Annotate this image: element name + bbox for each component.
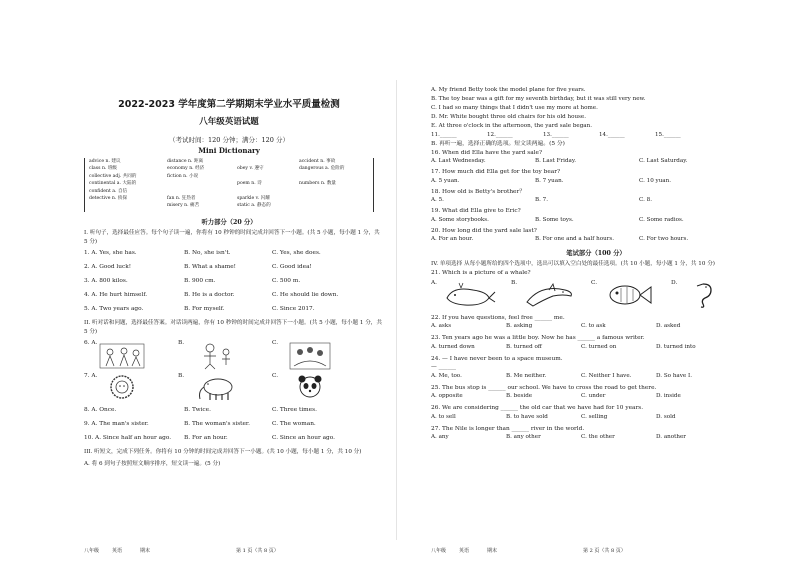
answer-option: D. So have I. [656, 372, 692, 379]
question-stem: 20. How long did the yard sale last? [431, 227, 537, 234]
question-row [84, 263, 384, 272]
part2-instructions: II. 听对话和问题，选择最佳答案。对话读两遍，你有 10 秒钟的时间完成并回答下一小题。(共 5 小题，每小题 1 分，共 5 分) [84, 319, 382, 335]
exam-title: 2022-2023 学年度第二学期期末学业水平质量检测 [118, 99, 340, 110]
written-header: 笔试部分（100 分） [566, 250, 626, 257]
question-stem: 19. What did Ella give to Eric? [431, 208, 521, 214]
fish-icon [603, 282, 657, 308]
answer-option: C. the other [581, 434, 615, 440]
listening-header: 听力部分（20 分） [201, 218, 257, 226]
answer-option: C. Yes, she does. [272, 249, 321, 256]
crowd-illustration [286, 340, 334, 370]
dictionary-entry: numbers n. 数量 [299, 181, 337, 187]
question-row [84, 420, 384, 429]
answer-option: D. another [656, 434, 686, 440]
multiple-choice-questions [431, 314, 784, 442]
part1-questions [84, 249, 387, 314]
question-stem: 17. How much did Ella get for the toy bear? [431, 169, 561, 175]
answer-option: B. He is a doctor. [184, 291, 235, 298]
statement-line: A. My friend Betty took the model plane for five years. [431, 87, 586, 93]
dictionary-entry [167, 188, 237, 195]
answer-option: C. 500 m. [272, 277, 301, 284]
part2-questions [84, 406, 387, 443]
answer-option: B. 900 cm. [184, 277, 216, 284]
dictionary-entry: class n. 班级 [89, 166, 118, 172]
part3-instructions: III. 听短文，完成下列任务。你将有 10 分钟的时间完成并回答下一小题。(共 10 小题，每小题 1 分，共 10 分) [84, 448, 362, 455]
answer-option: C. selling [581, 413, 608, 420]
answer-option: A. For an hour. [431, 236, 474, 242]
question-stem: 22. If you have questions, feel free ______ me. [431, 314, 565, 321]
exam-time-info: （考试时间：120 分钟；满分：120 分） [169, 136, 289, 144]
answer-blank: 11.______ [431, 132, 457, 138]
question-options [431, 372, 761, 380]
dictionary-entry: fiction n. 小说 [167, 173, 199, 179]
answer-option: B. Last Friday. [535, 158, 577, 164]
answer-option: C. For two hours. [639, 236, 689, 242]
question-row [84, 291, 384, 300]
part1-instructions: I. 听句子，选择最佳应答。每个句子读一遍，你将有 10 秒钟的时间完成并回答下一小题。(共 5 小题，每小题 1 分，共 5 分) [84, 229, 380, 245]
answer-option: C. under [581, 393, 606, 399]
question-row [84, 249, 384, 258]
q21-option-d: D. [671, 280, 751, 310]
question-stem: 24. — I have never been to a space museum. — ______ [431, 355, 563, 370]
dictionary-entry [299, 202, 369, 209]
answer-option: B. to have sold [506, 413, 548, 420]
answer-option: C. Since 2017. [272, 305, 315, 312]
answer-option: C. He should lie down. [272, 291, 339, 298]
q6-option-c: C. [272, 340, 366, 370]
q21-stem: 21. Which is a picture of a whale? [431, 270, 531, 276]
q21-option-a: A. [431, 280, 511, 310]
people-illustration [192, 340, 240, 370]
dictionary-entry: obey v. 遵守 [237, 166, 264, 172]
part4-instructions: IV. 单项选择 从每小题所给的四个选项中，选出可以填入空白处的最佳选项。(共 10 小题，每小题 1 分，共 10 分) [431, 261, 715, 267]
question-options [431, 433, 761, 441]
question-row [84, 305, 384, 314]
answer-option: B. any other [506, 434, 541, 440]
answer-option: B. Some toys. [535, 216, 574, 223]
answer-option: A. Some storybooks. [431, 216, 489, 223]
part3-task: A. 将 6 到句子按照短文顺序排序，短文读一遍。(5 分) [84, 460, 221, 467]
question-options [431, 235, 761, 243]
answer-option: 3. A. 800 kilos. [84, 277, 128, 284]
q7-option-a: 7. A. [84, 373, 178, 403]
answer-option: A. Last Wednesday. [431, 158, 486, 164]
lion-icon [98, 373, 146, 403]
answer-option: 9. A. The man's sister. [84, 420, 149, 427]
answer-option: C. Good idea! [272, 263, 312, 270]
panda-icon [286, 373, 334, 403]
question-stem: 18. How old is Betty's brother？ [431, 188, 526, 195]
answer-blank: 15.______ [655, 132, 681, 138]
answer-option: A. 5. [431, 197, 444, 203]
answer-option: C. Three times. [272, 406, 317, 413]
q7-pictures [84, 373, 387, 403]
elephant-icon [192, 373, 240, 403]
answer-option: A. to sell [431, 413, 456, 420]
answer-option: C. Some radios. [639, 216, 684, 223]
children-playing-illustration [98, 340, 146, 370]
question-options [431, 157, 761, 165]
question-options [431, 196, 761, 204]
answer-option: C. Neither I have. [581, 372, 632, 379]
dolphin-icon [523, 282, 577, 308]
dictionary-entry [299, 173, 369, 180]
dictionary-entry: economy n. 经济 [167, 166, 205, 172]
statement-line: D. Mr. White bought three old chairs for his old house. [431, 114, 587, 120]
answer-option: C. to ask [581, 323, 606, 329]
answer-option: 2. A. Good luck! [84, 263, 132, 270]
dictionary-entry: confident a. 自信 [89, 188, 128, 194]
question-row [84, 277, 384, 286]
answer-option: B. beside [506, 393, 533, 399]
dictionary-entry: collective adj. 共同的 [89, 173, 137, 179]
answer-option: D. asked [656, 323, 681, 329]
question-options [431, 413, 761, 421]
whale-icon [443, 282, 497, 308]
dictionary-entry: advice n. 建议 [89, 159, 121, 164]
dictionary-entry [237, 158, 299, 165]
part-b-instructions: B. 再听一遍，选择正确的选项。短文读两遍。(5 分) [431, 141, 565, 147]
answer-option: B. The woman's sister. [184, 420, 250, 427]
dictionary-entry [167, 180, 237, 187]
question-stem: 23. Ten years ago he was a little boy. Now he has ______ a famous writer. [431, 335, 645, 341]
answer-option: B. For an hour. [184, 434, 228, 441]
question-row [84, 434, 384, 443]
statement-line: B. The toy bear was a gift for my seventh birthday, but it was still very new. [431, 96, 646, 102]
exam-subtitle: 八年级英语试题 [199, 117, 259, 127]
question-stem: 27. The Nile is longer than ______ river in the world. [431, 425, 585, 432]
right-footer: 八年级 英语 期末 第 2 页（共 8 页） [431, 548, 626, 554]
answer-option: B. For one and a half hours. [535, 236, 615, 242]
answer-option: A. Me, too. [431, 372, 462, 379]
dictionary-entry: poem n. 诗 [237, 181, 262, 187]
answer-option: C. Since an hour ago. [272, 434, 335, 441]
answer-option: D. sold [656, 413, 676, 420]
answer-option: C. 10 yuan. [639, 177, 672, 184]
q21-option-c: C. [591, 280, 671, 310]
answer-option: C. turned on [581, 343, 617, 350]
question-row [84, 406, 384, 415]
mini-dictionary [84, 158, 374, 212]
statement-line: E. At three o'clock in the afternoon, the yard sale began. [431, 123, 593, 129]
ordering-statements [431, 86, 784, 131]
dictionary-entry: distance n. 距离 [167, 159, 204, 164]
answer-option: C. Last Saturday. [639, 158, 688, 164]
answer-option: 4. A. He hurt himself. [84, 291, 148, 298]
dictionary-entry: dangerous a. 危险的 [299, 166, 345, 172]
dictionary-entry [237, 188, 299, 195]
dictionary-entry: static a. 静态的 [237, 203, 271, 209]
answer-option: B. turned off [506, 343, 542, 350]
answer-blank: 14.______ [599, 132, 625, 138]
dictionary-entry: misery n. 痛苦 [167, 203, 200, 209]
dictionary-entry: accident n. 事故 [299, 159, 336, 164]
question-stem: 25. The bus stop is ______ our school. We have to cross the road to get there. [431, 384, 657, 391]
question-options [431, 343, 761, 351]
answer-option: B. asking [506, 323, 533, 329]
answer-option: B. 7 yuan. [535, 177, 564, 184]
answer-option: B. Twice. [184, 406, 211, 413]
answer-option: D. inside [656, 393, 681, 399]
q21-option-b: B. [511, 280, 591, 310]
answer-option: B. No, she isn't. [184, 249, 231, 256]
answer-option: B. What a shame! [184, 263, 236, 270]
answer-option: D. turned into [656, 343, 696, 350]
ordering-blanks [431, 131, 761, 140]
answer-option: A. 5 yuan. [431, 177, 460, 184]
dictionary-entry [89, 202, 167, 209]
question-options [431, 216, 761, 224]
answer-option: C. 8. [639, 197, 652, 203]
right-page [397, 0, 794, 562]
question-stem: 16. When did Ella have the yard sale? [431, 149, 543, 156]
answer-option: A. any [431, 434, 449, 440]
q6-pictures [84, 340, 387, 370]
dictionary-entry: detective n. 侦探 [89, 196, 127, 202]
question-options [431, 177, 761, 185]
answer-option: B. For myself. [184, 305, 225, 312]
answer-blank: 13.______ [543, 132, 569, 138]
answer-option: A. asks [431, 323, 452, 329]
question-stem: 26. We are considering ______ the old car that we have had for 10 years. [431, 405, 644, 411]
seahorse-icon [683, 282, 737, 308]
answer-option: A. turned down [431, 343, 475, 350]
answer-blank: 12.______ [487, 132, 513, 138]
q21-pictures [431, 280, 784, 310]
left-footer: 八年级 英语 期末 第 1 页（共 8 页） [84, 548, 279, 554]
q7-option-b: B. [178, 373, 272, 403]
answer-option: C. The woman. [272, 420, 316, 427]
q7-option-c: C. [272, 373, 366, 403]
answer-option: B. 7. [535, 197, 549, 203]
dictionary-title: Mini Dictionary [198, 146, 260, 155]
dictionary-entry [299, 188, 369, 195]
dictionary-entry: continental a. 大陆的 [89, 181, 137, 187]
dictionary-entry: fan n. 狂热者 [167, 196, 196, 202]
answer-option: B. Me neither. [506, 372, 547, 379]
answer-option: 10. A. Since half an hour ago. [84, 434, 172, 441]
dictionary-entry [299, 195, 369, 202]
dictionary-entry [237, 173, 299, 180]
dictionary-entry: sparkle v. 闪耀 [237, 196, 270, 202]
listening-questions [431, 149, 784, 244]
answer-option: 5. A. Two years ago. [84, 305, 144, 312]
answer-option: A. opposite [431, 393, 463, 399]
q6-option-a: 6. A. [84, 340, 178, 370]
question-options [431, 392, 761, 400]
question-options [431, 322, 761, 330]
answer-option: 1. A. Yes, she has. [84, 249, 137, 256]
answer-option: 8. A. Once. [84, 406, 117, 413]
q6-option-b: B. [178, 340, 272, 370]
statement-line: C. I had so many things that I didn't use my more at home. [431, 105, 598, 111]
